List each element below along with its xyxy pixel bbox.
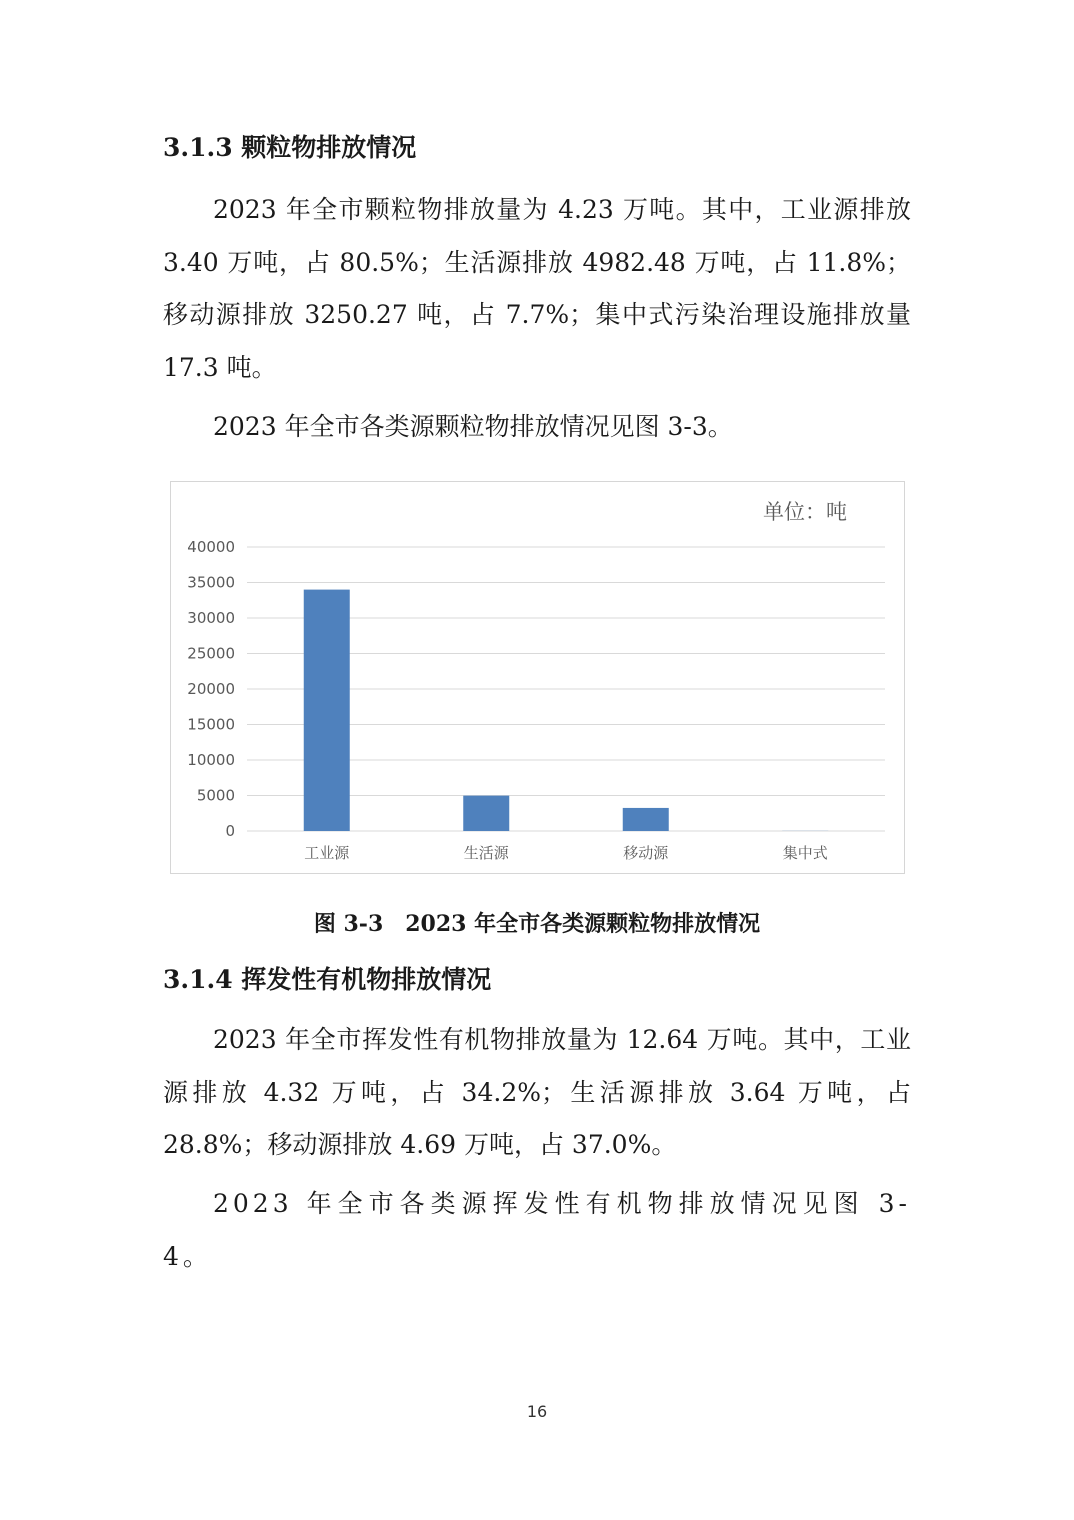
y-tick-label: 15000 (187, 715, 235, 734)
y-tick-label: 25000 (187, 644, 235, 663)
bar-chart-svg (171, 482, 906, 875)
y-tick-label: 30000 (187, 609, 235, 627)
chart-bars (304, 590, 829, 831)
bar-0 (304, 590, 350, 831)
y-tick-label: 20000 (187, 680, 235, 698)
chart-y-axis-ticks (187, 538, 235, 840)
section-heading-3-1-4: 3.1.4 挥发性有机物排放情况 (163, 965, 492, 994)
paragraph-figure-reference-3-3: 2023 年全市各类源颗粒物排放情况见图 3-3。 (213, 412, 733, 441)
category-label: 工业源 (304, 844, 350, 862)
chart-category-labels (304, 844, 828, 862)
particulate-emission-chart (170, 481, 905, 874)
y-tick-label: 35000 (187, 573, 235, 592)
chart-unit-label: 单位：吨 (763, 500, 847, 524)
category-label: 集中式 (782, 844, 828, 862)
y-tick-label: 10000 (187, 751, 235, 769)
y-tick-label: 0 (225, 822, 235, 840)
y-tick-label: 5000 (196, 786, 235, 805)
bar-1 (463, 796, 509, 831)
paragraph-particulate-summary: 2023 年全市颗粒物排放量为 4.23 万吨。其中，工业源排放 3.40 万吨，占 80.5%；生活源排放 4982.48 万吨，占 11.8%；移动源排放 3250.27 吨，占 7.7%；集中式污染治理设施排放量 17.3 吨。 (163, 195, 911, 382)
category-label: 生活源 (463, 844, 509, 862)
category-label: 移动源 (623, 844, 669, 862)
paragraph-voc-summary: 2023 年全市挥发性有机物排放量为 12.64 万吨。其中，工业源排放 4.32 万吨，占 34.2%；生活源排放 3.64 万吨，占 28.8%；移动源排放 4.69 万吨，占 37.0%。 (163, 1025, 911, 1159)
bar-2 (623, 808, 669, 831)
section-heading-3-1-3: 3.1.3 颗粒物排放情况 (163, 133, 417, 162)
paragraph-figure-reference-3-4: 2023 年全市各类源挥发性有机物排放情况见图 3-4。 (163, 1189, 911, 1271)
y-tick-label: 40000 (187, 538, 235, 556)
page-number: 16 (526, 1402, 548, 1421)
figure-caption: 图 3-3 2023 年全市各类源颗粒物排放情况 (313, 911, 761, 937)
